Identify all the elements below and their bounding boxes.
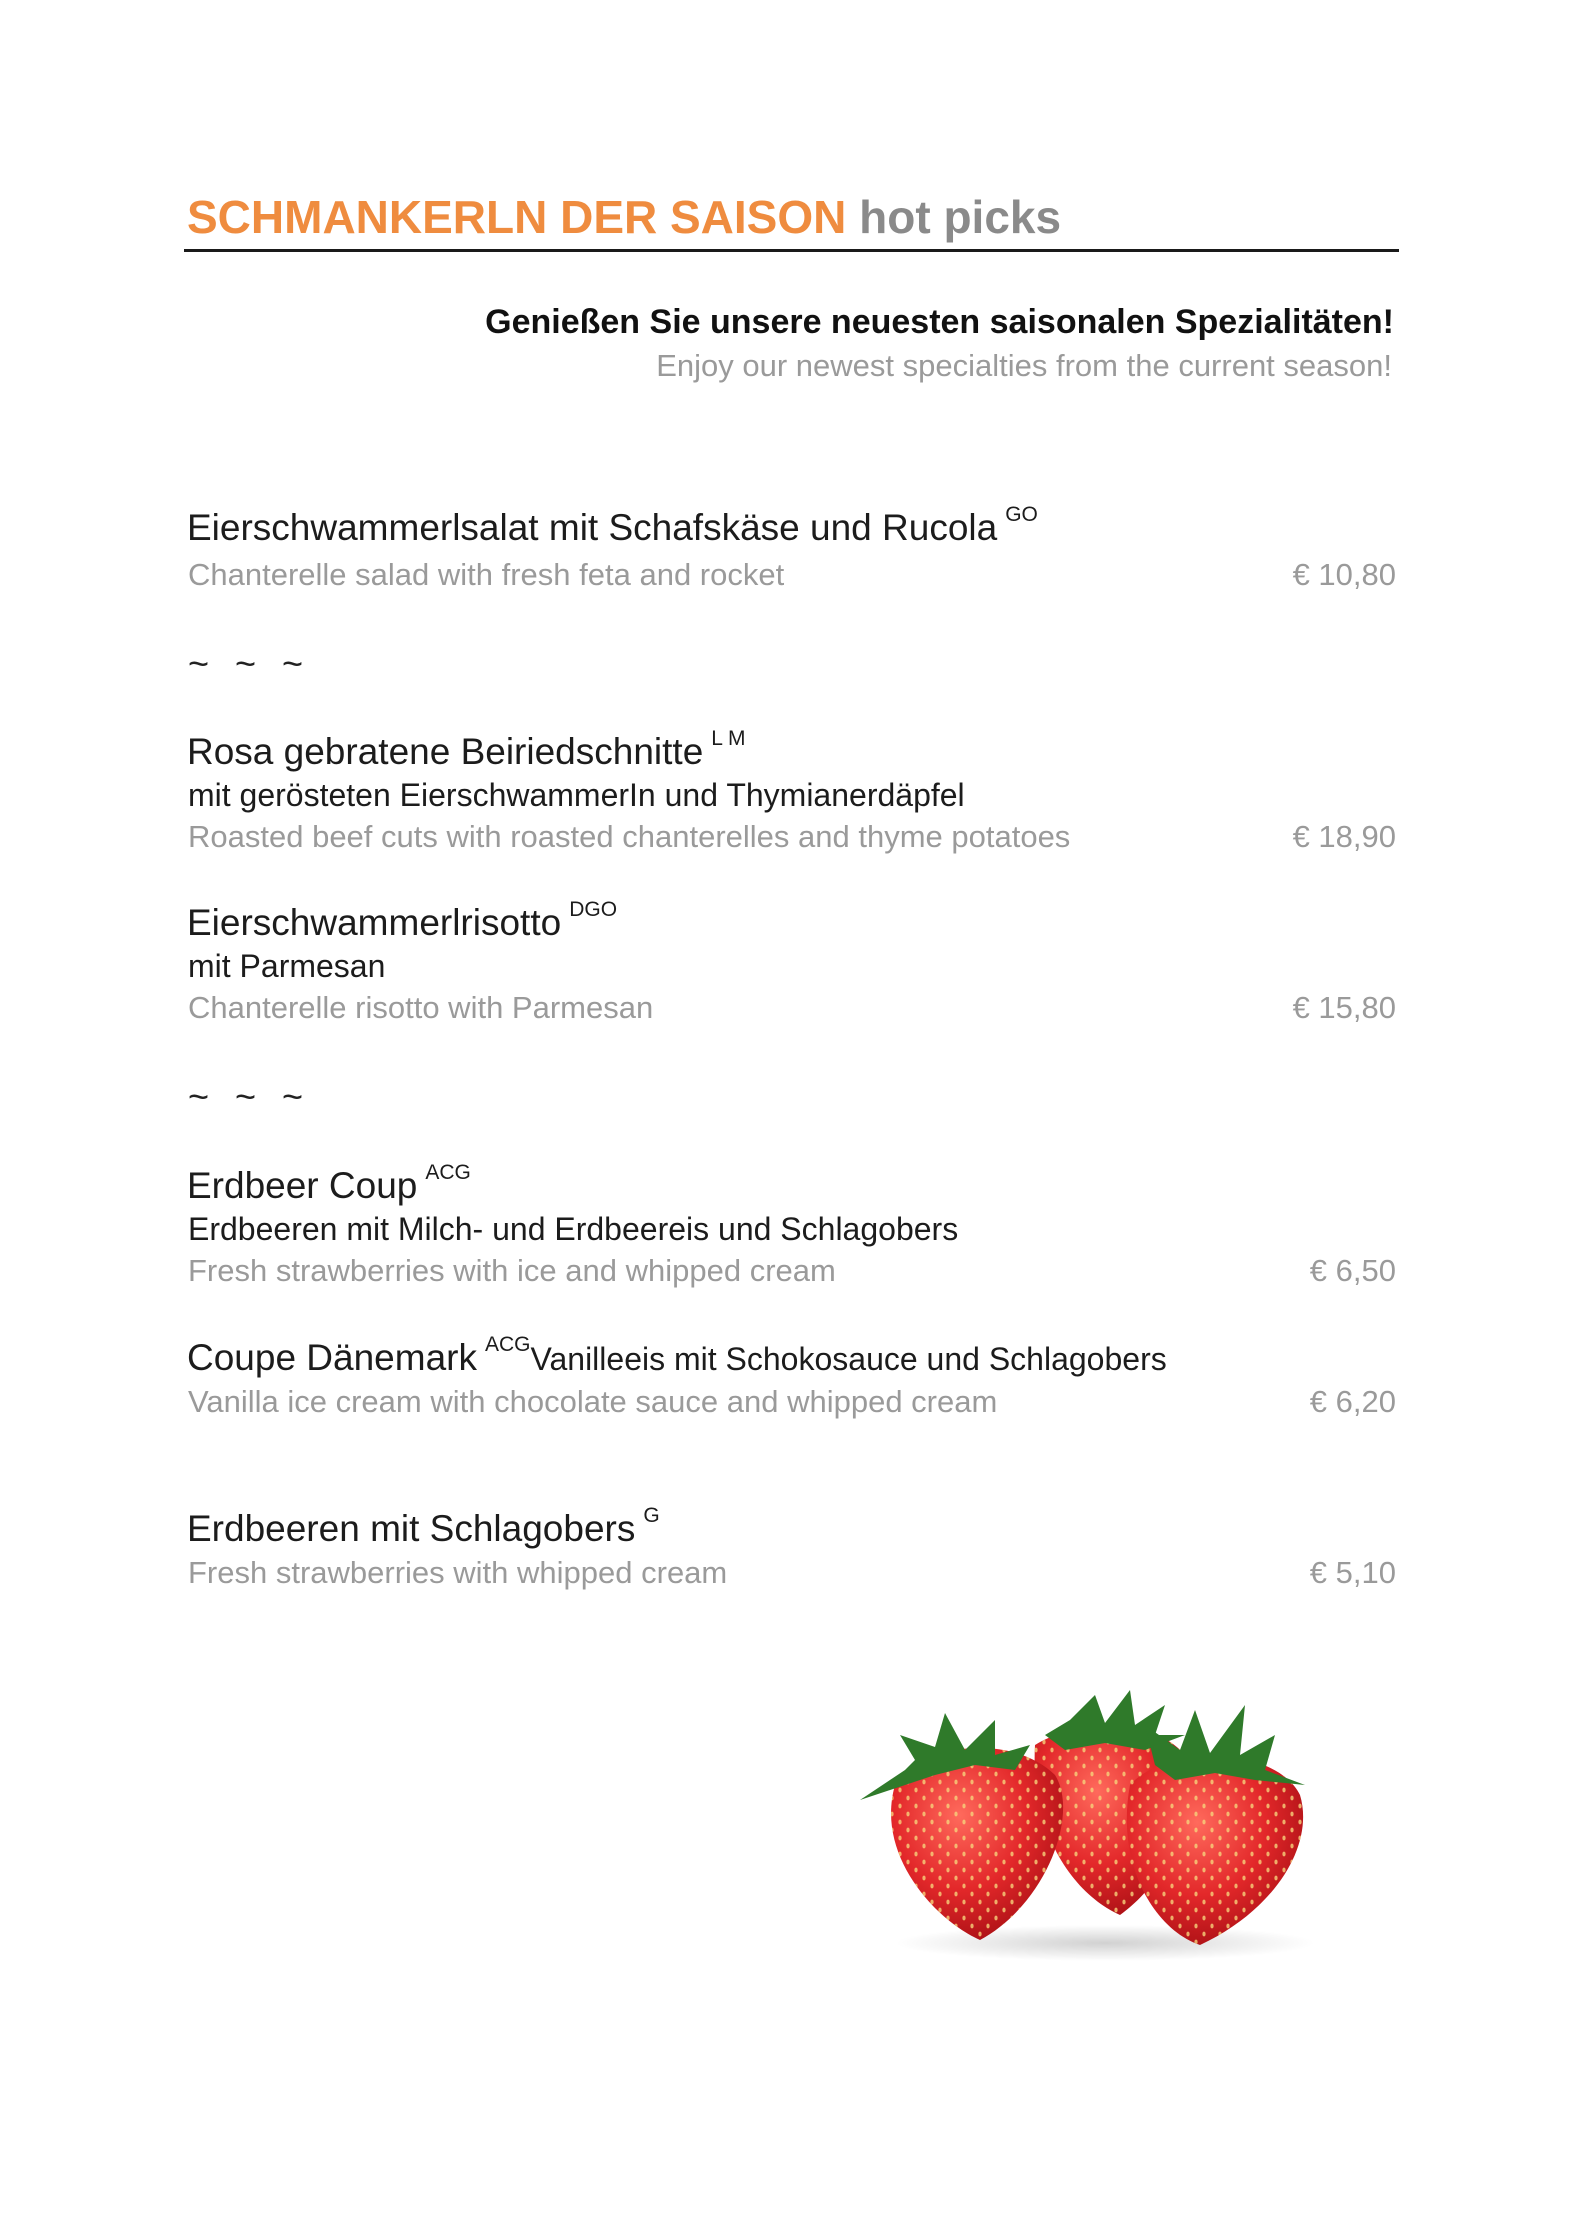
menu-item-price: € 5,10 xyxy=(1309,1555,1396,1590)
menu-item-name xyxy=(187,1503,660,1550)
menu-item-name xyxy=(187,1160,471,1207)
strawberry-right xyxy=(1127,1705,1305,1945)
menu-item-name xyxy=(187,1332,1167,1379)
menu-item-description: mit Parmesan xyxy=(188,948,386,984)
intro-english: Enjoy our newest specialties from the current season! xyxy=(656,348,1392,383)
menu-item-description: mit gerösteten EierschwammerIn und Thymianerdäpfel xyxy=(188,777,965,813)
menu-item-name xyxy=(187,897,618,944)
menu-item-price: € 6,20 xyxy=(1309,1384,1396,1419)
allergen-codes: DGO xyxy=(569,897,618,921)
page-title xyxy=(187,190,1061,244)
menu-item-english: Fresh strawberries with ice and whipped cream xyxy=(188,1253,836,1288)
item-title: Coupe Dänemark xyxy=(187,1337,477,1378)
item-title: Eierschwammerlrisotto xyxy=(187,902,562,943)
allergen-codes: L M xyxy=(711,726,746,750)
allergen-codes: ACG xyxy=(425,1160,471,1184)
item-title: Erdbeer Coup xyxy=(187,1165,418,1206)
title-main: SCHMANKERLN DER SAISON xyxy=(187,191,847,243)
item-description-inline: Vanilleeis mit Schokosauce und Schlagobers xyxy=(530,1341,1167,1377)
separator: ~ ~ ~ xyxy=(188,1076,312,1117)
menu-item-english: Vanilla ice cream with chocolate sauce and whipped cream xyxy=(188,1384,998,1419)
item-title: Eierschwammerlsalat mit Schafskäse und Rucola xyxy=(187,507,998,548)
menu-item-name xyxy=(187,726,746,773)
allergen-codes: G xyxy=(643,1503,660,1527)
menu-item-description: Erdbeeren mit Milch- und Erdbeereis und Schlagobers xyxy=(188,1211,959,1247)
allergen-codes: ACG xyxy=(484,1332,531,1356)
menu-item-price: € 10,80 xyxy=(1292,557,1396,592)
separator: ~ ~ ~ xyxy=(188,643,312,684)
menu-item-english: Chanterelle salad with fresh feta and rocket xyxy=(188,557,785,592)
title-sub: hot picks xyxy=(859,191,1062,243)
allergen-codes: GO xyxy=(1005,502,1038,526)
menu-item-english: Roasted beef cuts with roasted chanterelles and thyme potatoes xyxy=(188,819,1071,854)
item-title: Rosa gebratene Beiriedschnitte xyxy=(187,731,704,772)
menu-item-price: € 6,50 xyxy=(1309,1253,1396,1288)
intro-german: Genießen Sie unsere neuesten saisonalen Spezialitäten! xyxy=(485,303,1394,341)
menu-item-english: Chanterelle risotto with Parmesan xyxy=(188,990,654,1025)
strawberries-photo xyxy=(855,1665,1355,1965)
menu-item-price: € 15,80 xyxy=(1292,990,1396,1025)
title-rule xyxy=(184,249,1399,252)
item-title: Erdbeeren mit Schlagobers xyxy=(187,1508,636,1549)
strawberry-left xyxy=(860,1713,1063,1940)
menu-item-english: Fresh strawberries with whipped cream xyxy=(188,1555,728,1590)
menu-item-name xyxy=(187,502,1038,549)
menu-item-price: € 18,90 xyxy=(1292,819,1396,854)
